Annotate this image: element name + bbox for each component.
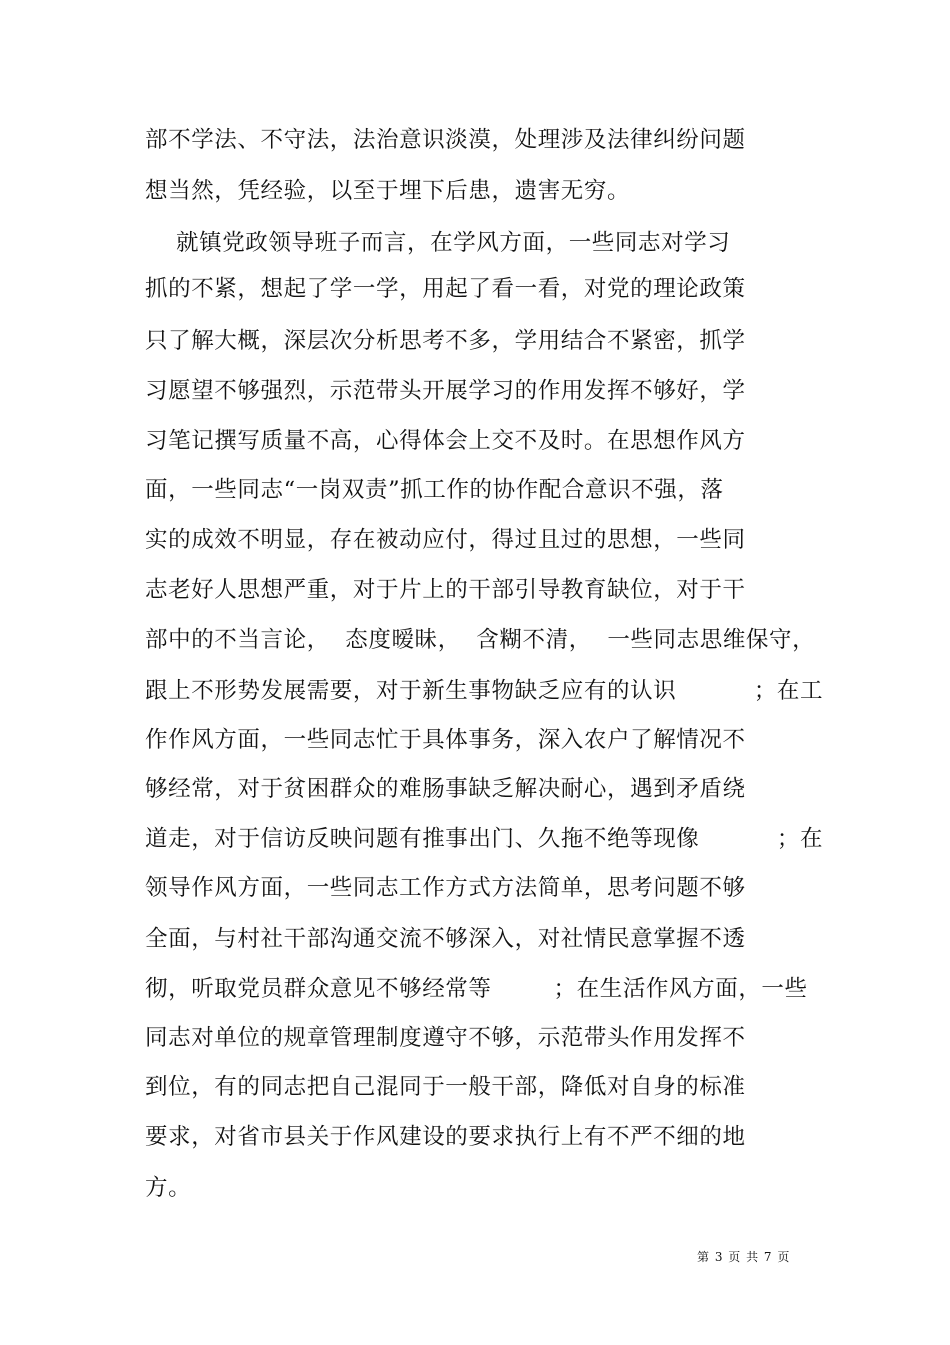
body-text-line: 面，一些同志“一岗双责”抓工作的协作配合意识不强，落 (145, 477, 724, 503)
body-text-line: 同志对单位的规章管理制度遵守不够，示范带头作用发挥不 (145, 1025, 746, 1051)
body-text-line: 全面，与村社干部沟通交流不够深入，对社情民意掌握不透 (145, 926, 746, 952)
body-text-line: 部不学法、不守法，法治意识淡漠，处理涉及法律纠纷问题 (145, 127, 746, 153)
body-text-line: 习笔记撰写质量不高，心得体会上交不及时。在思想作风方 (145, 428, 746, 454)
body-text-line: 方。 (145, 1175, 192, 1201)
body-text-line: 部中的不当言论， 态度暧昧， 含糊不清， 一些同志思维保守， (145, 627, 816, 653)
body-text-line: 只了解大概，深层次分析思考不多，学用结合不紧密，抓学 (145, 328, 746, 354)
body-text-line: 想当然，凭经验，以至于埋下后患，遗害无穷。 (145, 178, 631, 204)
body-text-line: 抓的不紧，想起了学一学，用起了看一看，对党的理论政策 (145, 276, 746, 302)
body-text-line: 跟上不形势发展需要，对于新生事物缺乏应有的认识 ；在工 (145, 678, 824, 704)
page-number-footer: 第 3 页 共 7 页 (697, 1250, 791, 1264)
body-text-line: 道走，对于信访反映问题有推事出门、久拖不绝等现像 ；在 (145, 826, 824, 852)
body-text-line: 习愿望不够强烈，示范带头开展学习的作用发挥不够好，学 (145, 378, 746, 404)
body-text-line: 够经常，对于贫困群众的难肠事缺乏解决耐心，遇到矛盾绕 (145, 776, 746, 802)
body-text-line: 到位，有的同志把自己混同于一般干部，降低对自身的标准 (145, 1074, 746, 1100)
paragraph-start-line: 就镇党政领导班子而言，在学风方面，一些同志对学习 (145, 230, 731, 256)
body-text-line: 要求，对省市县关于作风建设的要求执行上有不严不细的地 (145, 1124, 746, 1150)
body-text-line: 作作风方面，一些同志忙于具体事务，深入农户了解情况不 (145, 727, 746, 753)
body-text-line: 彻，听取党员群众意见不够经常等 ；在生活作风方面，一些 (145, 976, 808, 1002)
body-text-line: 实的成效不明显，存在被动应付，得过且过的思想，一些同 (145, 527, 746, 553)
body-text-line: 志老好人思想严重，对于片上的干部引导教育缺位，对于干 (145, 577, 746, 603)
body-text-line: 领导作风方面，一些同志工作方式方法简单，思考问题不够 (145, 875, 746, 901)
